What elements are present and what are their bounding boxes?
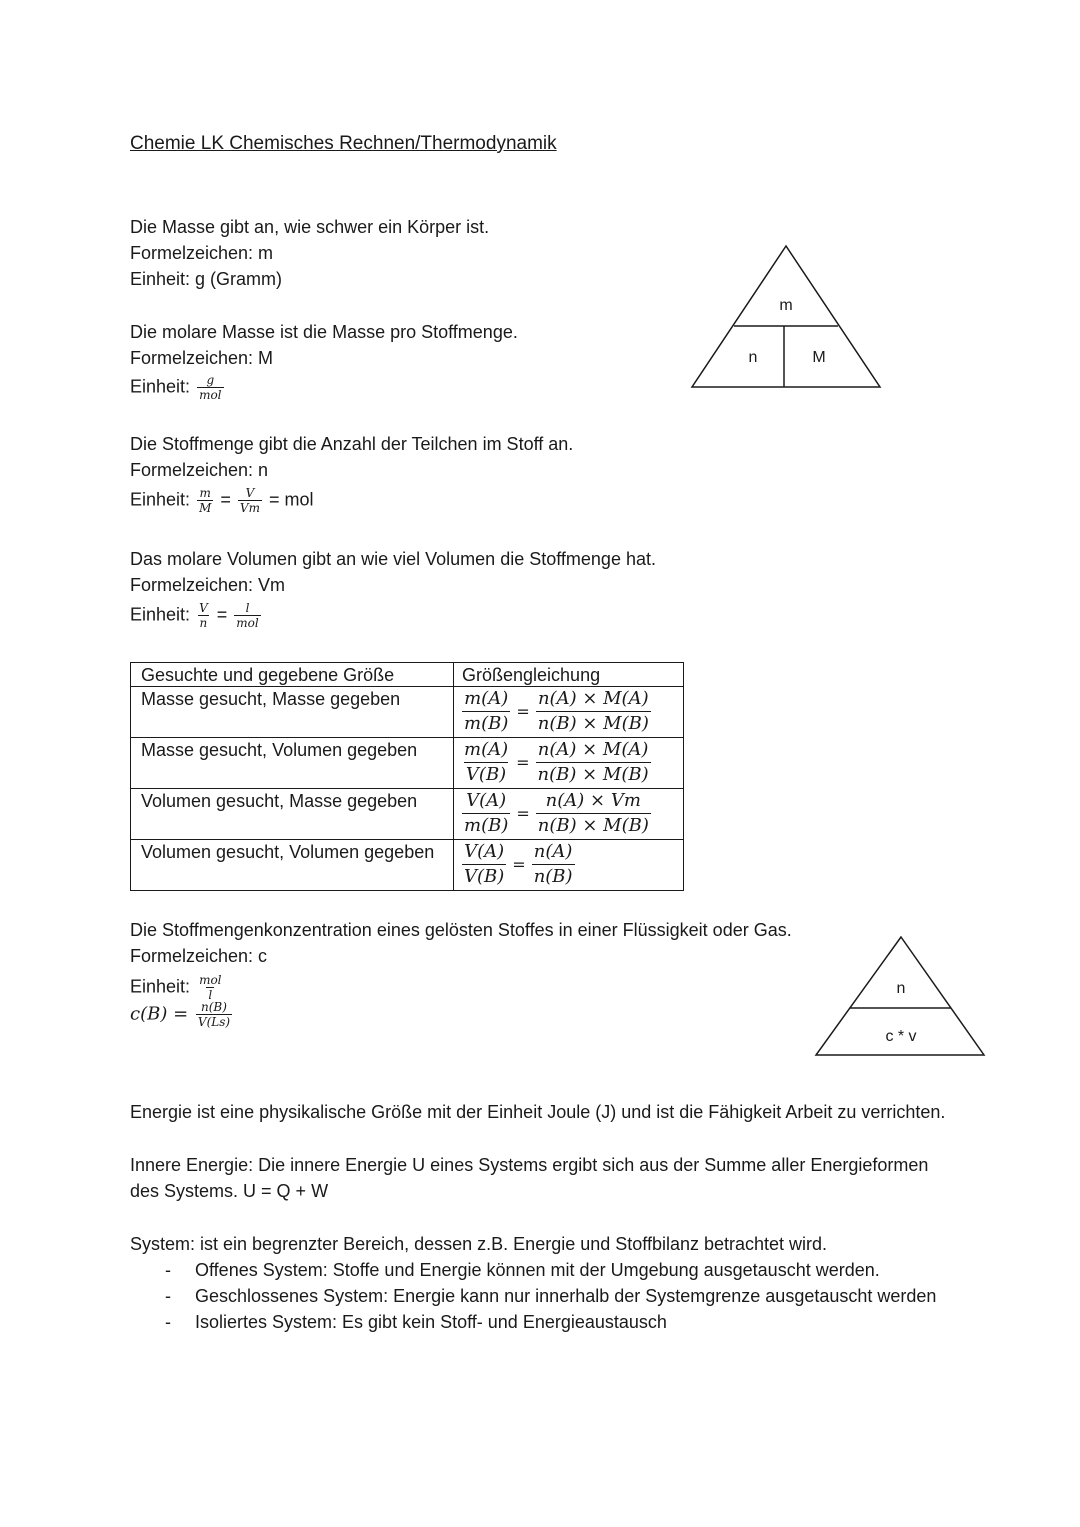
triangle-label-top: n — [896, 980, 906, 997]
list-item: - Offenes System: Stoffe und Energie können mit der Umgebung ausgetauscht werden. — [130, 1257, 936, 1283]
size-equation — [460, 789, 677, 838]
size-equation — [460, 738, 677, 787]
konzentration-symbol: Formelzeichen: c — [130, 946, 268, 966]
equation-right-fraction — [532, 840, 575, 889]
equals-sign: = — [220, 489, 231, 510]
fraction-denominator: mol — [236, 616, 259, 630]
equation-right-fraction — [536, 738, 651, 787]
section-stoffmenge — [130, 431, 573, 515]
energie-definition: Energie ist eine physikalische Größe mit der Einheit Joule (J) und ist die Fähigkeit Arbeit zu verrichten. — [130, 1102, 946, 1122]
fraction-denominator: n(B) × M(B) — [537, 815, 649, 836]
fraction-numerator: g — [206, 373, 215, 387]
table-row-label: Volumen gesucht, Volumen gegeben — [131, 840, 454, 891]
fraction-denominator: l — [208, 988, 213, 1002]
fraction-numerator: V(A) — [466, 790, 507, 811]
konzentration-formula — [130, 1000, 792, 1029]
table-row-equation — [454, 687, 684, 738]
triangle-diagram-mass — [690, 244, 884, 392]
unit-fraction — [197, 973, 223, 1002]
fraction-numerator: m — [199, 486, 211, 500]
section-konzentration — [130, 917, 792, 1029]
fraction-denominator: n — [199, 616, 208, 630]
size-equation — [460, 687, 677, 736]
fraction-denominator: M — [199, 501, 212, 515]
table-row-equation — [454, 840, 684, 891]
fraction-numerator: mol — [199, 973, 222, 987]
triangle-outline — [692, 246, 880, 387]
fraction-numerator: n(A) × M(A) — [537, 739, 649, 760]
fraction-numerator: V — [199, 601, 208, 615]
table-row-label: Masse gesucht, Masse gegeben — [131, 687, 454, 738]
fraction-numerator: n(B) — [201, 1000, 227, 1014]
section-molare-masse — [130, 319, 518, 402]
equation-left-fraction — [462, 789, 510, 838]
fraction-denominator: n(B) — [533, 866, 573, 887]
table-row-label: Masse gesucht, Volumen gegeben — [131, 738, 454, 789]
fraction-denominator: V(Ls) — [197, 1015, 231, 1029]
unit-label: Einheit: — [130, 604, 191, 625]
fraction-denominator: n(B) × M(B) — [537, 713, 649, 734]
fraction-denominator: mol — [199, 388, 222, 402]
fraction-denominator: m(B) — [464, 713, 509, 734]
quantity-equations-table — [130, 662, 684, 891]
system-definition: System: ist ein begrenzter Bereich, dessen z.B. Energie und Stoffbilanz betrachtet wird. — [130, 1234, 828, 1254]
innere-energie-line-2: des Systems. U = Q + W — [130, 1181, 329, 1201]
molare-masse-definition: Die molare Masse ist die Masse pro Stoffmenge. — [130, 322, 518, 342]
equation-right-fraction — [536, 789, 651, 838]
equation-left-fraction — [462, 738, 510, 787]
molare-masse-unit — [130, 373, 518, 402]
triangle-label-top: m — [779, 297, 793, 314]
unit-label: Einheit: — [130, 489, 191, 510]
fraction-numerator: n(A) — [533, 841, 573, 862]
stoffmenge-unit — [130, 486, 573, 515]
fraction-V-over-n — [197, 601, 210, 630]
table-row — [131, 789, 684, 840]
formula-fraction — [196, 1000, 232, 1029]
triangle-label-bottom: c * v — [885, 1028, 917, 1045]
masse-unit: Einheit: g (Gramm) — [130, 269, 283, 289]
fraction-numerator: n(A) × Vm — [545, 790, 641, 811]
fraction-numerator: m(A) — [464, 739, 509, 760]
stoffmenge-definition: Die Stoffmenge gibt die Anzahl der Teilchen im Stoff an. — [130, 434, 574, 454]
table-row — [131, 840, 684, 891]
table-row — [131, 687, 684, 738]
konzentration-definition: Die Stoffmengenkonzentration eines gelösten Stoffes in einer Flüssigkeit oder Gas. — [130, 920, 792, 940]
fraction-V-over-Vm — [238, 486, 262, 515]
table-header-equation: Größengleichung — [454, 663, 684, 687]
masse-definition: Die Masse gibt an, wie schwer ein Körper ist. — [130, 217, 490, 237]
table-row — [131, 738, 684, 789]
molare-masse-symbol: Formelzeichen: M — [130, 348, 274, 368]
table-header-row — [131, 663, 684, 687]
triangle-label-left: n — [748, 349, 758, 366]
unit-label: Einheit: — [130, 376, 191, 397]
equation-left-fraction — [462, 687, 510, 736]
table-row-equation — [454, 738, 684, 789]
fraction-denominator: V(B) — [465, 764, 507, 785]
fraction-denominator: V(B) — [464, 866, 505, 887]
size-equation — [460, 840, 677, 889]
section-system — [130, 1231, 936, 1335]
molares-volumen-definition: Das molare Volumen gibt an wie viel Volumen die Stoffmenge hat. — [130, 549, 656, 569]
fraction-numerator: V(A) — [464, 841, 505, 862]
section-innere-energie — [130, 1152, 928, 1204]
equation-right-fraction — [536, 687, 651, 736]
table-header-quantity: Gesuchte und gegebene Größe — [131, 663, 454, 687]
fraction-numerator: n(A) × M(A) — [537, 688, 649, 709]
list-item: - Isoliertes System: Es gibt kein Stoff- und Energieaustausch — [130, 1309, 936, 1335]
fraction-denominator: n(B) × M(B) — [537, 764, 649, 785]
equals-sign: = — [512, 855, 526, 874]
unit-fraction — [197, 373, 223, 402]
stoffmenge-symbol: Formelzeichen: n — [130, 460, 269, 480]
fraction-denominator: m(B) — [464, 815, 509, 836]
konzentration-unit — [130, 973, 792, 1002]
molares-volumen-symbol: Formelzeichen: Vm — [130, 575, 286, 595]
triangle-diagram-concentration — [813, 935, 989, 1059]
table-row-equation — [454, 789, 684, 840]
fraction-l-over-mol — [234, 601, 260, 630]
fraction-m-over-M — [197, 486, 213, 515]
innere-energie-line-1: Innere Energie: Die innere Energie U eines Systems ergibt sich aus der Summe aller Energieformen — [130, 1155, 929, 1175]
list-item: - Geschlossenes System: Energie kann nur innerhalb der Systemgrenze ausgetauscht werden — [130, 1283, 936, 1309]
page-title: Chemie LK Chemisches Rechnen/Thermodynamik — [130, 133, 557, 154]
fraction-denominator: Vm — [239, 501, 260, 515]
fraction-numerator: V — [245, 486, 255, 500]
equation-left-fraction — [462, 840, 506, 889]
unit-label: Einheit: — [130, 976, 191, 997]
molares-volumen-unit — [130, 601, 656, 630]
fraction-numerator: l — [245, 601, 250, 615]
masse-symbol: Formelzeichen: m — [130, 243, 274, 263]
equals-sign: = — [216, 604, 228, 625]
result-mol: = mol — [268, 489, 314, 510]
section-molares-volumen — [130, 546, 656, 630]
system-list — [130, 1257, 936, 1335]
equals-sign: = — [516, 753, 530, 772]
fraction-numerator: m(A) — [464, 688, 509, 709]
formula-lhs: c(B) = — [130, 1003, 189, 1025]
triangle-label-right: M — [812, 349, 826, 366]
equals-sign: = — [516, 804, 530, 823]
equals-sign: = — [516, 702, 530, 721]
table-row-label: Volumen gesucht, Masse gegeben — [131, 789, 454, 840]
section-masse — [130, 214, 489, 292]
